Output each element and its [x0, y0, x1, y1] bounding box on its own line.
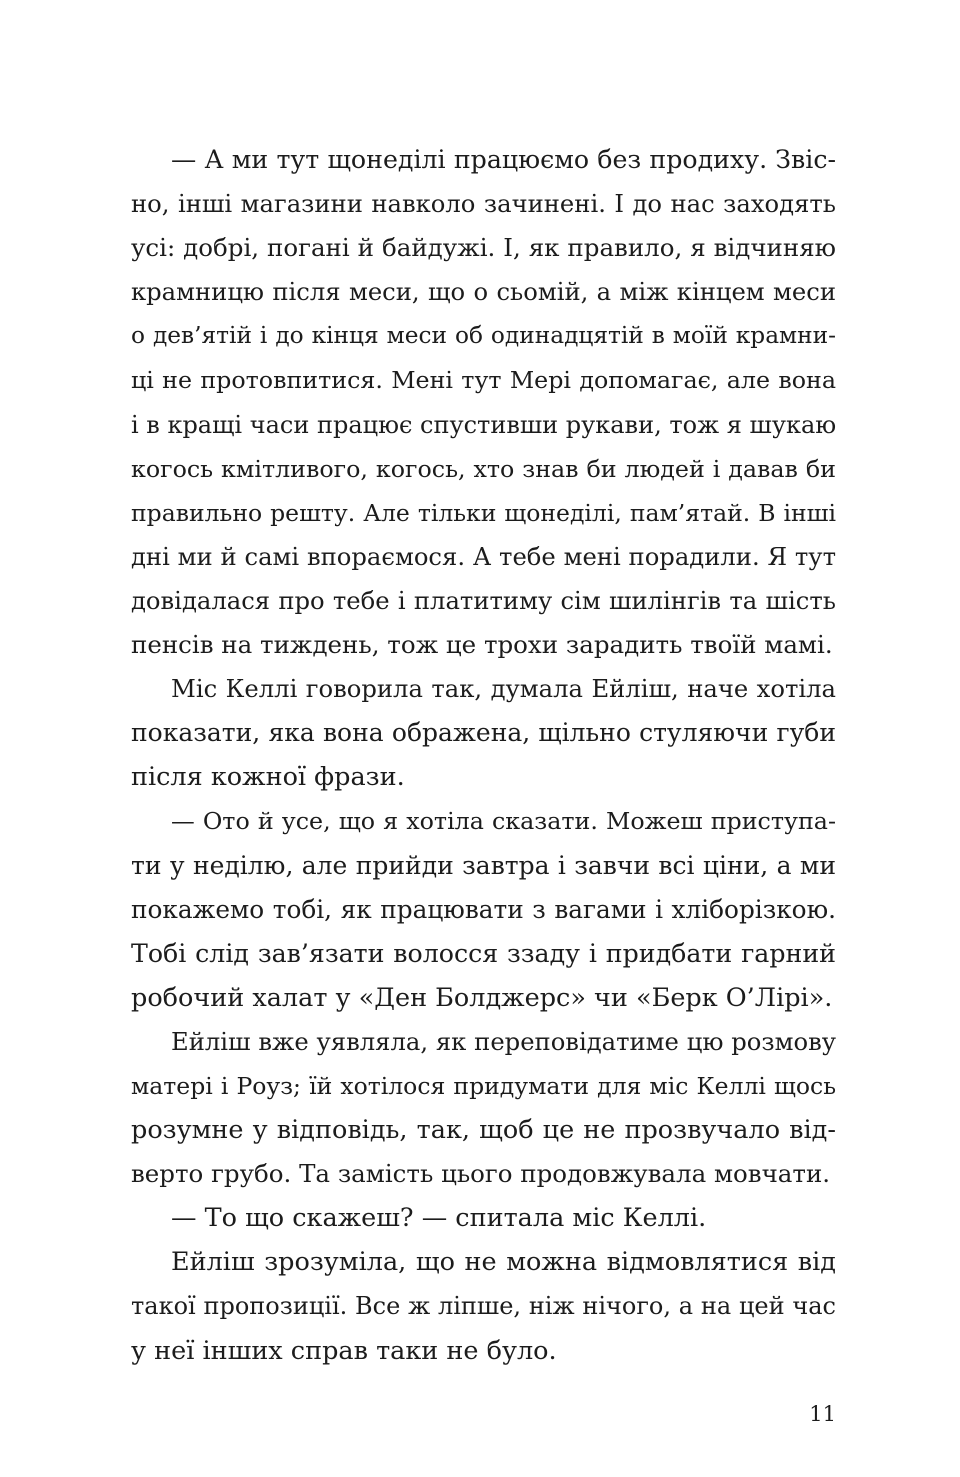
text-line: — А ми тут щонеділі працюємо без продиху. Звіс-	[171, 145, 836, 174]
text-line: дні ми й самі впораємося. А тебе мені порадили. Я тут	[131, 541, 836, 571]
text-line: пенсів на тиждень, тож це трохи зарадить твоїй мамі.	[131, 630, 833, 660]
text-line: покажемо тобі, як працювати з вагами і хліборізкою.	[131, 894, 836, 924]
paragraph	[131, 138, 836, 667]
text-line: Ейліш вже уявляла, як переповідатиме цю розмову	[171, 1026, 836, 1056]
text-line: ти у неділю, але прийди завтра і завчи всі ціни, а ми	[131, 850, 836, 880]
text-line: ці не протовпитися. Мені тут Мері допомагає, але вона	[131, 366, 836, 395]
text-line: усі: добрі, погані й байдужі. І, як правило, я відчиняю	[131, 233, 836, 263]
text-line: — Ото й усе, що я хотіла сказати. Можеш приступа-	[171, 807, 836, 836]
text-line: показати, яка вона ображена, щільно стуляючи губи	[131, 718, 836, 748]
paragraph	[131, 799, 836, 1019]
text-line: робочий халат у «Ден Болджерс» чи «Берк О’Лірі».	[131, 982, 833, 1013]
text-line: верто грубо. Та замість цього продовжувала мовчати.	[131, 1159, 831, 1189]
text-line: правильно решту. Але тільки щонеділі, пам’ятай. В інші	[131, 498, 836, 527]
text-line: розумне у відповідь, так, щоб це не прозвучало від-	[131, 1115, 836, 1146]
text-line: такої пропозиції. Все ж ліпше, ніж нічого, а на цей час	[131, 1292, 836, 1321]
text-line: Міс Келлі говорила так, думала Ейліш, наче хотіла	[171, 674, 836, 704]
text-line: матері і Роуз; їй хотілося придумати для міс Келлі щось	[131, 1071, 836, 1100]
paragraph	[131, 1020, 836, 1196]
text-line: Тобі слід зав’язати волосся ззаду і придбати гарний	[131, 938, 836, 968]
text-line: довідалася про тебе і платитиму сім шилінгів та шість	[131, 585, 836, 615]
paragraph	[131, 667, 836, 799]
paragraph	[131, 1196, 836, 1240]
text-line: після кожної фрази.	[131, 762, 405, 793]
text-line: когось кмітливого, когось, хто знав би людей і давав би	[131, 454, 836, 483]
text-line: Ейліш зрозуміла, що не можна відмовлятися від	[171, 1247, 836, 1278]
text-line: — То що скажеш? — спитала міс Келлі.	[171, 1203, 707, 1234]
text-line: о дев’ятій і до кінця меси об одинадцятій в моїй крамни-	[131, 322, 836, 350]
paragraph	[131, 1240, 836, 1372]
text-line: крамницю після меси, що о сьомій, а між кінцем меси	[131, 277, 836, 307]
text-line: у неї інших справ таки не було.	[131, 1335, 557, 1366]
page-number: 11	[809, 1402, 836, 1426]
text-line: но, інші магазини навколо зачинені. І до нас заходять	[131, 189, 836, 219]
body-text	[131, 138, 836, 1373]
text-line: і в кращі часи працює спустивши рукави, тож я шукаю	[131, 410, 837, 439]
